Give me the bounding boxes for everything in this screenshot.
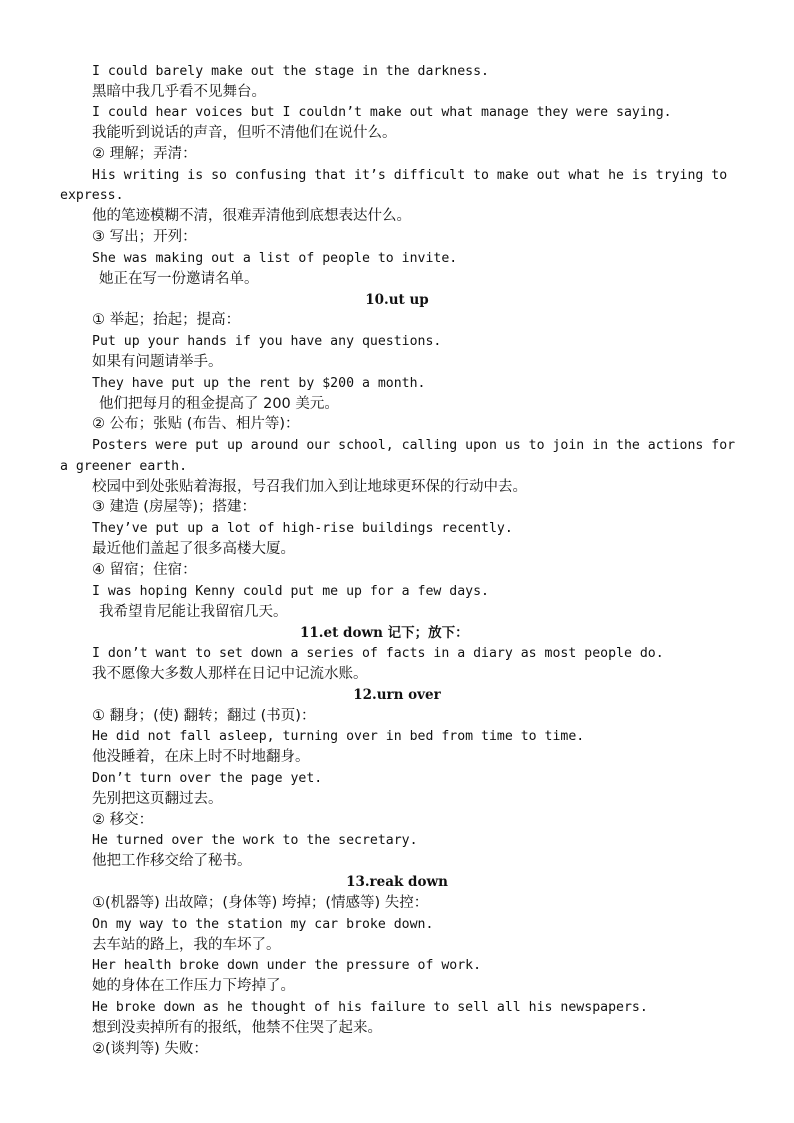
text-line: 如果有问题请举手。 <box>92 354 223 370</box>
text-line: ① 翻身；(使) 翻转；翻过 (书页)： <box>92 708 316 724</box>
text-line: 我不愿像大多数人那样在日记中记流水账。 <box>92 666 368 682</box>
text-line: Put up your hands if you have any questions. <box>92 334 442 349</box>
text-line: Don’t turn over the page yet. <box>92 771 323 786</box>
text-line: 他们把每月的租金提高了 200 美元。 <box>99 396 339 412</box>
text-line: 他的笔迹模糊不清，很难弄清他到底想表达什么。 <box>92 208 411 224</box>
text-line: ①(机器等) 出故障；(身体等) 垮掉；(情感等) 失控： <box>92 895 429 911</box>
text-line: They have put up the rent by $200 a month. <box>92 376 426 391</box>
text-line: 最近他们盖起了很多高楼大厦。 <box>92 541 295 557</box>
text-line: 黑暗中我几乎看不见舞台。 <box>92 84 266 100</box>
text-line: 我能听到说话的声音，但听不清他们在说什么。 <box>92 125 397 141</box>
text-line: 校园中到处张贴着海报，号召我们加入到让地球更环保的行动中去。 <box>92 479 527 495</box>
text-line: 先别把这页翻过去。 <box>92 791 223 807</box>
text-line: 她正在写一份邀请名单。 <box>99 271 259 287</box>
text-line: 想到没卖掉所有的报纸，他禁不住哭了起来。 <box>92 1020 382 1036</box>
section-heading: 11.et down 记下；放下： <box>300 625 469 641</box>
text-line: 她的身体在工作压力下垮掉了。 <box>92 978 295 994</box>
section-heading: 13.reak down <box>346 874 448 890</box>
text-line: His writing is so confusing that it’s difficult to make out what he is trying to <box>92 168 728 183</box>
text-line: I could barely make out the stage in the darkness. <box>92 64 489 79</box>
text-line: I don’t want to set down a series of facts in a diary as most people do. <box>92 646 664 661</box>
text-line: He turned over the work to the secretary. <box>92 833 418 848</box>
section-heading: 12.urn over <box>353 687 441 703</box>
text-line: He broke down as he thought of his failure to sell all his newspapers. <box>92 1000 648 1015</box>
text-line: a greener earth. <box>60 459 188 474</box>
section-heading: 10.ut up <box>365 292 429 308</box>
text-line: 他没睡着，在床上时不时地翻身。 <box>92 749 310 765</box>
text-line: 去车站的路上，我的车坏了。 <box>92 937 281 953</box>
text-line: ④ 留宿；住宿： <box>92 562 197 578</box>
text-line: She was making out a list of people to invite. <box>92 251 458 266</box>
text-line: I was hoping Kenny could put me up for a few days. <box>92 584 489 599</box>
text-line: ② 理解；弄清： <box>92 146 197 162</box>
text-line: ② 移交： <box>92 812 154 828</box>
text-line: He did not fall asleep, turning over in bed from time to time. <box>92 729 585 744</box>
text-line: They’ve put up a lot of high-rise buildings recently. <box>92 521 513 536</box>
text-line: On my way to the station my car broke down. <box>92 917 434 932</box>
text-line: 我希望肯尼能让我留宿几天。 <box>99 604 288 620</box>
text-line: ②(谈判等) 失败： <box>92 1041 208 1057</box>
text-line: Her health broke down under the pressure of work. <box>92 958 482 973</box>
text-line: ① 举起；抬起；提高： <box>92 312 241 328</box>
text-line: 他把工作移交给了秘书。 <box>92 853 252 869</box>
text-line: ③ 建造 (房屋等)；搭建： <box>92 499 257 515</box>
text-line: express. <box>60 188 124 203</box>
text-line: I could hear voices but I couldn’t make out what manage they were saying. <box>92 105 672 120</box>
text-line: ② 公布；张贴 (布告、相片等)： <box>92 416 300 432</box>
text-line: Posters were put up around our school, calling upon us to join in the actions for <box>92 438 736 453</box>
text-line: ③ 写出；开列： <box>92 229 197 245</box>
